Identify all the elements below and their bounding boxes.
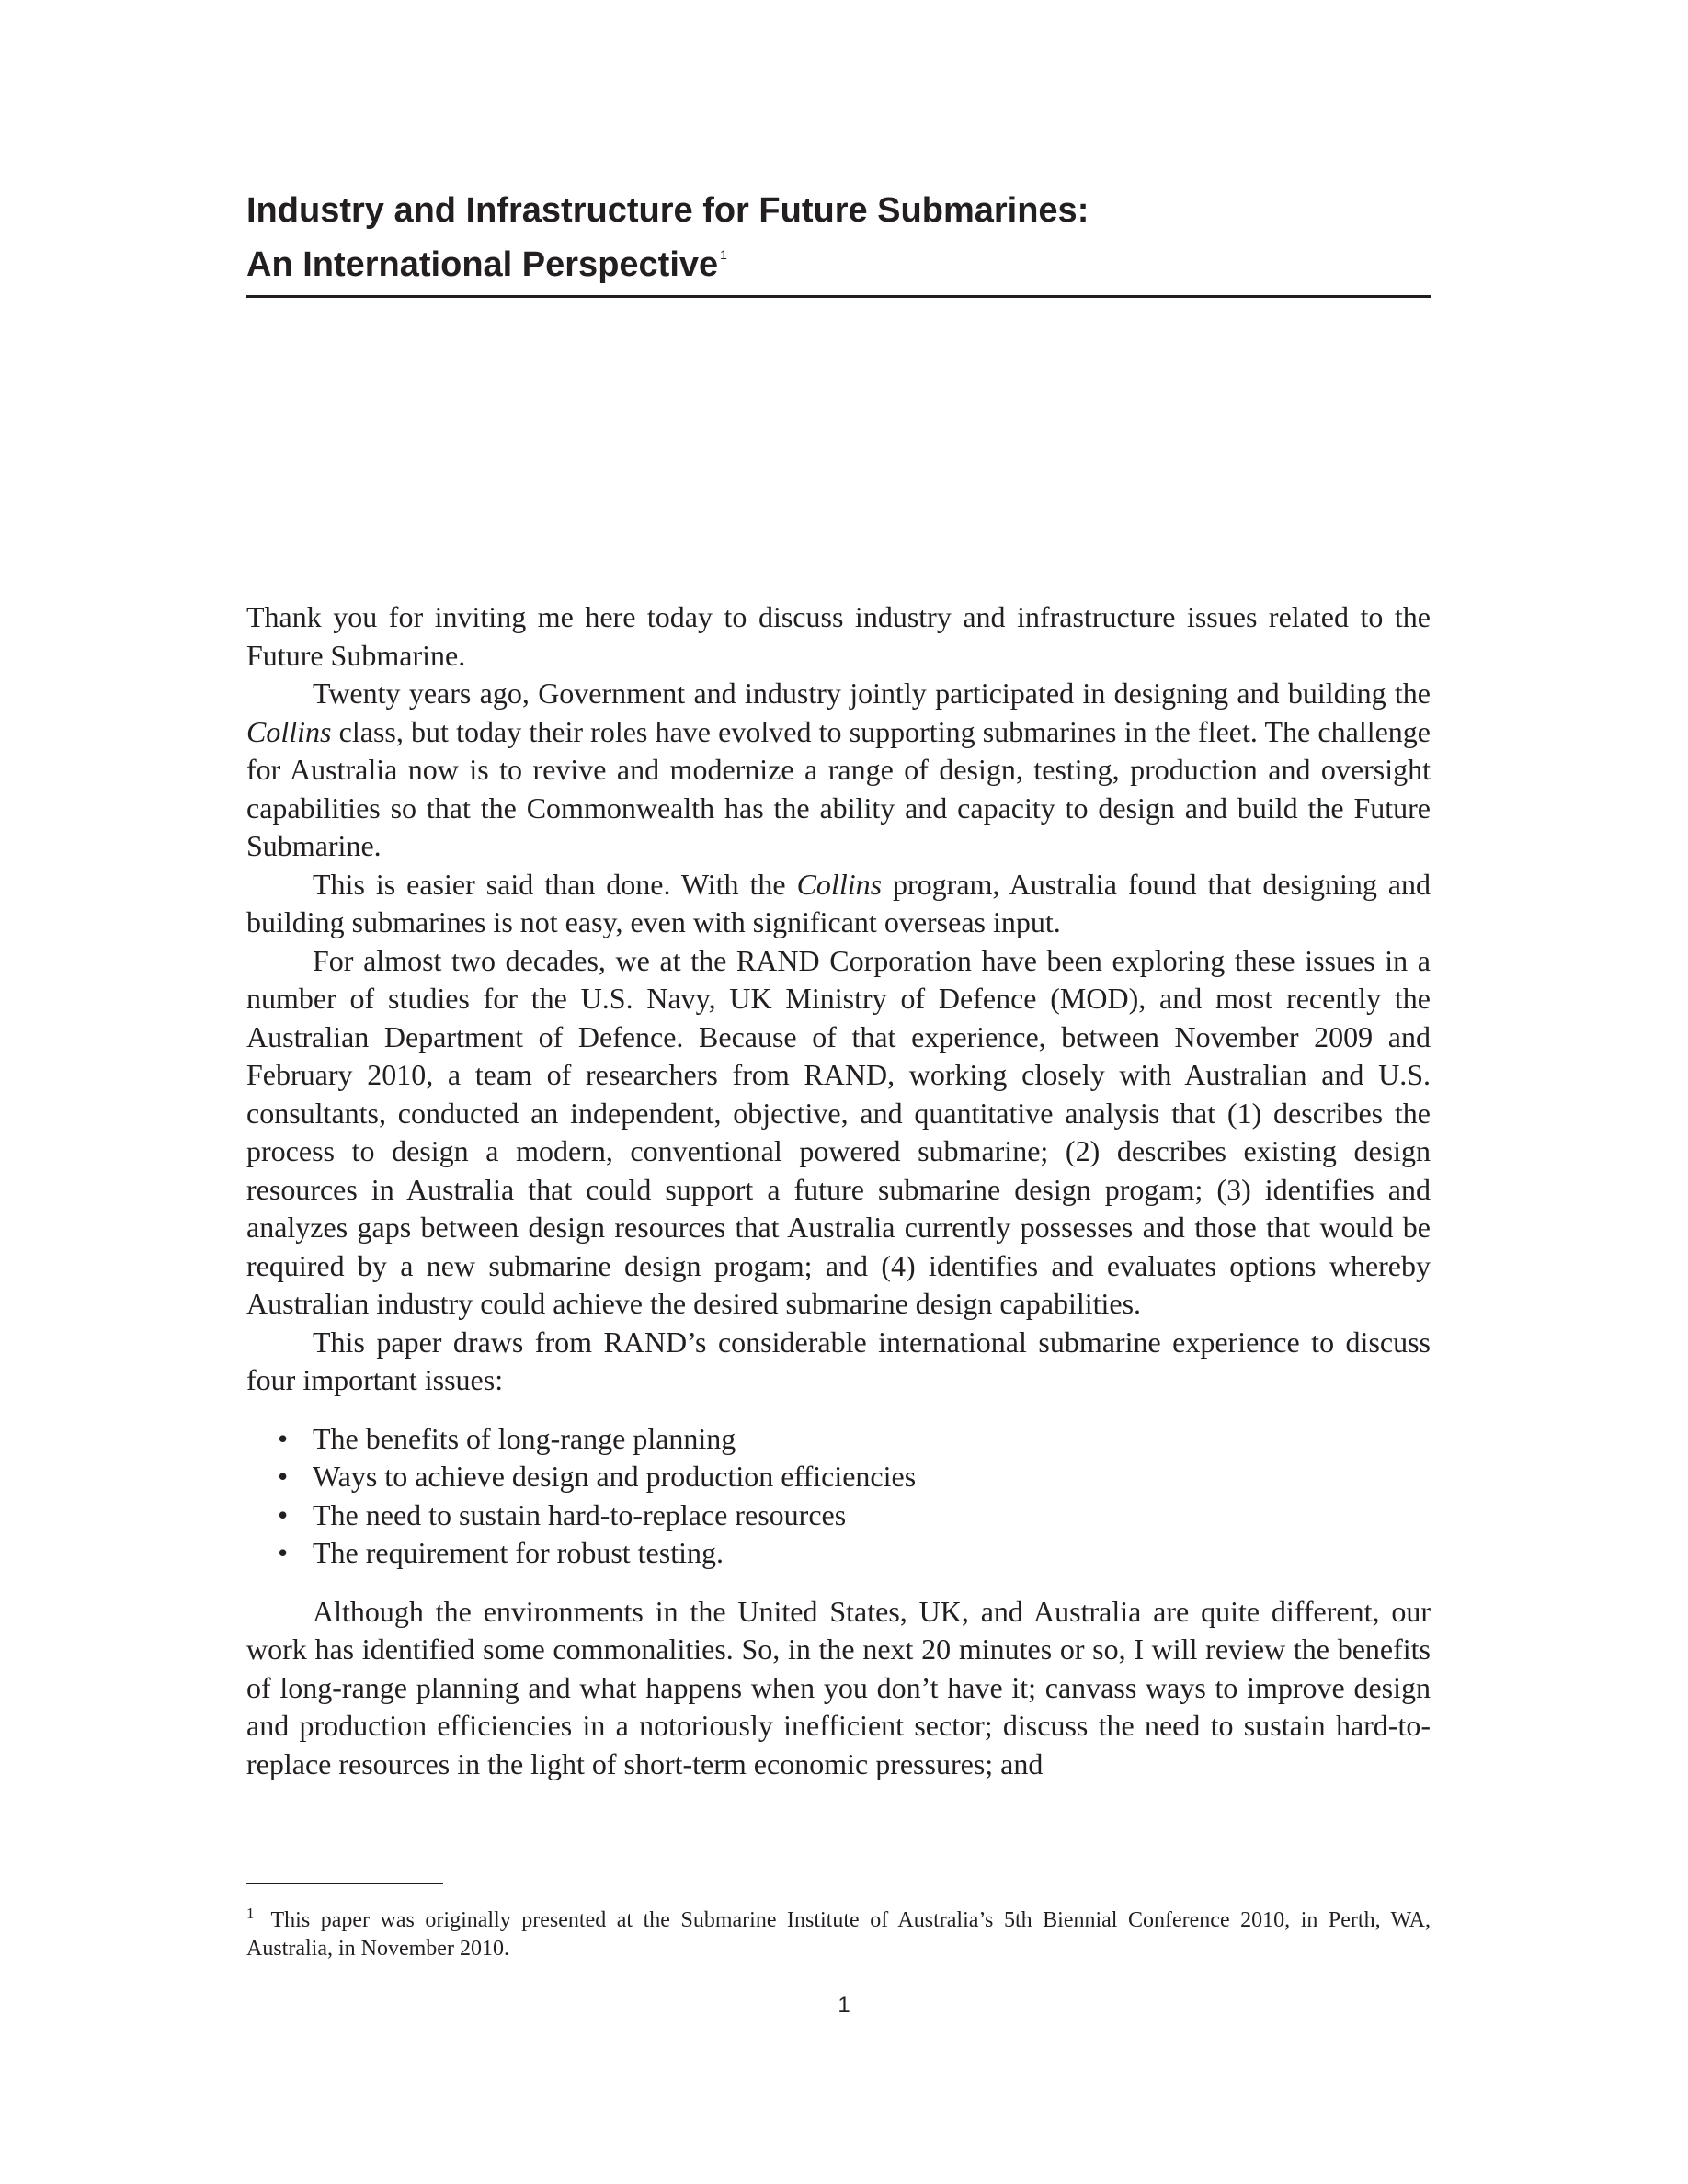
footnote (246, 1899, 1431, 1963)
list-item (246, 1496, 1431, 1535)
list-item (246, 1534, 1431, 1573)
paragraph-3-italic: Collins (796, 867, 883, 901)
list-item-text: The need to sustain hard-to-replace resources (313, 1497, 847, 1531)
bullet-mark: • (278, 1497, 289, 1531)
paragraph-2-text-b: class, but today their roles have evolved to supporting submarines in the fleet. The challenge for Australia now is to revive and modernize a range of design, testing, production and oversight capabilities so that the Commonwealth has the ability and capacity to design and build the Future Submarine. (246, 714, 1431, 862)
title-line-1: Industry and Infrastructure for Future Submarines: (246, 191, 1089, 230)
list-item-text: Ways to achieve design and production efficiencies (313, 1460, 917, 1493)
footnote-rule (246, 1883, 443, 1884)
list-item-text: The requirement for robust testing. (313, 1536, 724, 1569)
bullet-mark: • (278, 1421, 289, 1455)
paragraph-3 (246, 866, 1431, 942)
bullet-mark: • (278, 1460, 289, 1493)
chapter-title (246, 188, 1431, 287)
issues-list (246, 1420, 1431, 1573)
paragraph-6: Although the environments in the United States, UK, and Australia are quite different, our work has identified some commonalities. So, in the next 20 minutes or so, I will review the benefits of long-range planning and what happens when you don’t have it; canvass ways to improve design and production efficiencies in a notoriously inefficient sector; discuss the need to sustain hard-to-replace resources in the light of short-term economic pressures; and (246, 1594, 1431, 1780)
title-line-2 (246, 233, 1431, 287)
paragraph-2-italic: Collins (246, 714, 332, 748)
paragraph-5: This paper draws from RAND’s considerable international submarine experience to discuss four important issues: (246, 1325, 1431, 1396)
title-rule (246, 295, 1431, 298)
paragraph-4: For almost two decades, we at the RAND Corporation have been exploring these issues in a number of studies for the U.S. Navy, UK Ministry of Defence (MOD), and most recently the Australian Department of Defence. Because of that experience, between November 2009 and February 2010, a team of researchers from RAND, working closely with Australian and U.S. consultants, conducted an independent, objective, and quantitative analysis that (1) describes the process to design a modern, conventional powered submarine; (2) describes existing design resources in Australia that could support a future submarine design progam; (3) identifies and analyzes gaps between design resources that Australia currently possesses and those that would be required by a new submarine design progam; and (4) identifies and evaluates options whereby Australian industry could achieve the desired submarine design capabilities. (246, 943, 1431, 1320)
list-item (246, 1420, 1431, 1459)
list-item-text: The benefits of long-range planning (313, 1421, 736, 1455)
body-text (246, 598, 1431, 1783)
footnote-text: This paper was originally presented at the Submarine Institute of Australia’s 5th Biennial Conference 2010, in Perth, WA, Australia, in November 2010. (246, 1908, 1431, 1961)
title-footnote-ref[interactable]: 1 (720, 247, 727, 262)
page-number: 1 (838, 1993, 850, 2018)
paragraph-3-text-a: This is easier said than done. With the (313, 867, 797, 901)
title-line-2-text: An International Perspective (246, 245, 719, 284)
footnote-number: 1 (246, 1905, 255, 1922)
paragraph-3-text-b: program, Australia found that designing and building submarines is not easy, even with significant overseas input. (246, 867, 1431, 938)
bullet-mark: • (278, 1536, 289, 1569)
paragraph-2-text-a: Twenty years ago, Government and industry jointly participated in designing and building the (313, 677, 1431, 710)
paragraph-2 (246, 675, 1431, 866)
list-item (246, 1458, 1431, 1496)
paragraph-1: Thank you for inviting me here today to discuss industry and infrastructure issues related to the Future Submarine. (246, 600, 1431, 672)
